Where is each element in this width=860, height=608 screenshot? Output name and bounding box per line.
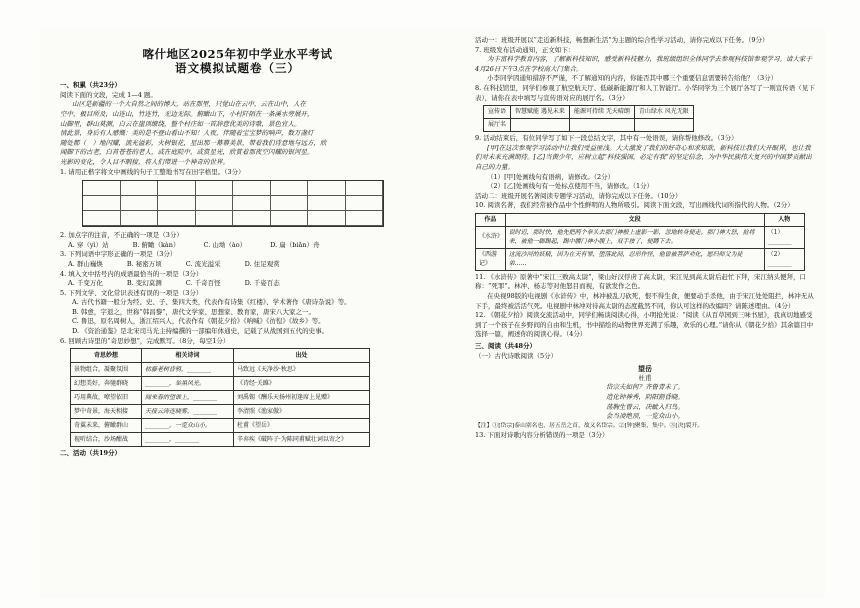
section-heading: 一、积累（共23分） [60, 81, 122, 90]
question-8: 8. 在科技馆里，同学们参观了航空航天厅、低碳新能源厅和人工智能厅。小华同学为三个展厅各写了一则宣传语（见下表），请你在表中填写与宣传语对应的展厅名。（3分） [475, 83, 815, 102]
question-1: 1. 请用正楷字将文中画线的句子工整地书写在田字格里。（3分） [60, 167, 245, 176]
option: D. 千姿百态 [244, 279, 280, 288]
question-10: 10. 阅读名著，我们经常被作品中个性鲜明的人物所吸引。阅读下面文段，写出画线代词所指代的人物。（2分） [475, 201, 794, 210]
question-11-task: 在央视98版的电视剧《水浒传》中，林冲被乱刀砍死，恨不得生食，便要动手杀他，由于宋江处处阻拦，林冲无从下手，最终被活活气死。电视剧中林冲对待高太尉的态度截然不同，你认可这样的改编吗？请陈述理由。（4分） [475, 292, 814, 310]
column-header: 出处 [233, 349, 369, 363]
answer-cell[interactable]: 枯藤老树昏鸦，________ [142, 363, 234, 377]
novel-table [475, 213, 805, 271]
table-cell: 刘禹锡《酬乐天扬州初逢席上见赠》 [233, 391, 369, 405]
table-cell: 这流沙河的妖精，因为在天有罪，堕落此间，忍形作怪，他曾被菩萨劝化，愿归师父为徒弟…… [505, 248, 764, 270]
summary-text: [甲]在这次参观学习活动中让我们受益匪浅。大大激发了我们的好奇心和求知欲，新科技让我们大开眼界，也让我们对未来充满期待。[乙]当黄少年，应树立起“科技强国，必定有我”的坚定信念，为中华民族伟大复兴的中国梦贡献出自己的力量。 [475, 143, 812, 171]
option: C. 鲁迅，原名周树人，浙江绍兴人，代表作有《朝花夕拾》《呐喊》《彷徨》《故乡》等。 [72, 317, 325, 326]
poem-line: 会当凌绝顶，一览众山小。 [606, 412, 684, 421]
options-row [60, 241, 415, 251]
table-cell: 展厅名 [484, 119, 511, 132]
question-2: 2. 加点字的注音，不正确的一项是（3分） [60, 231, 183, 240]
option: D. 住足观赏 [244, 259, 280, 268]
question-intro: 阅读下面的文段，完成 1—4 题。 [60, 90, 157, 99]
activity-intro: 活动二：班级开展名著阅读专题学习活动，请你完成以下任务。（10分） [475, 191, 682, 200]
question-7: 7. 班级发布活动通知，正文如下： [475, 45, 575, 54]
reading-passage [60, 100, 415, 167]
table-cell: 《西游记》 [476, 248, 506, 270]
answer-cell[interactable] [634, 119, 693, 132]
table-cell: 辛弃疾《破阵子·为陈同甫赋壮词以寄之》 [233, 433, 369, 447]
question-12: 12. 《朝花夕拾》阅读交流活动中，同学们畅谈阅读心得，小明抢先说：“阅读《从百草园到三味书屋》，我真切地感受到了一个孩子在乡野间的自由和生机，书中描绘的动物世界充满了乐趣，欢乐的心理。”请你从《朝花夕拾》其余篇目中选择一篇，阐述你的阅读心得。（4分） [475, 311, 814, 339]
table-row [71, 377, 370, 391]
table-cell: 能源可持续 无天晴朗 [569, 106, 634, 119]
exam-title: 喀什地区2025年初中学业水平考试 [142, 47, 333, 61]
question-11: 11. 《水浒传》原著中“宋江三败高太尉”，梁山好汉俘虏了高太尉，宋江见到高太尉后赶忙下拜，宋江纳头便拜，口称：“死罪”。林冲、杨志等对他怒目而视，有欲发作之色。 [475, 272, 807, 291]
writing-grid[interactable] [82, 180, 384, 227]
answer-cell[interactable]: ________，一览众山小。 [142, 419, 234, 433]
answer-cell[interactable]: ________，________ [142, 433, 234, 447]
question-7-task: 小李同学因通知措辞不严谨，不了解通知的内容，你能否其中哪三个重要信息需要转告给他？（3分） [487, 74, 778, 83]
table-cell: 李清照《渔家傲》 [233, 405, 369, 419]
column-header: 文段 [505, 213, 764, 226]
table-cell: 巧用典故，嘹望依旧 [71, 391, 142, 405]
poem [475, 364, 815, 422]
column-header: 人物 [764, 213, 804, 226]
table-cell: 《诗经·关雎》 [233, 377, 369, 391]
question-13: 13. 下面对诗歌内容分析错误的一项是（3分） [475, 431, 609, 440]
option: A. 穿（yì）站 [68, 240, 109, 249]
option: B. 变幻莫测 [126, 279, 162, 288]
passage-line: 情此景，身后有人感慨：美的是不登山看山不知！人夜，伴随着宝宝梦的响声，数万盏灯 [60, 129, 314, 138]
column-header: 奇思妙想 [71, 349, 142, 363]
slogan-table [483, 105, 694, 132]
table-cell: 杜甫《望岳》 [233, 419, 369, 433]
option: B. 俯瞰（kàn） [132, 240, 180, 249]
question-5: 5. 下列文学、文化常识表述有误的一项是（3分） [60, 288, 203, 297]
option: B. 韩愈，字退之，世称“韩昌黎”，唐代文学家、思想家、教育家，唐宋八大家之一。 [72, 307, 316, 316]
poem-line: 造化钟神秀，阴阳割昏晓。 [606, 393, 684, 401]
passage-line: 光影的变化，令人目不暇接，将人们带进一个神奇的世界。 [60, 157, 229, 166]
table-cell: 幻想美好，奔驰群晓 [71, 377, 142, 391]
passage-line: 随处都（ ）地闪耀，流光溢彩，火树银花，星出那一幕幕美景，带着我们诗意地与远方，欣 [60, 138, 327, 147]
option: D. 扁（biǎn）舟 [270, 240, 320, 249]
table-cell: 宣传语 [484, 106, 511, 119]
table-row [71, 433, 370, 447]
question-6: 6. 回顾古诗里的“奇思妙想”，完成默写。（8分，每空1分） [60, 336, 230, 345]
table-row [71, 405, 370, 419]
answer-cell[interactable]: ________，举黑风光。 [142, 377, 234, 391]
table-row [71, 391, 370, 405]
answer-cell[interactable] [569, 119, 634, 132]
option: A. 古代书籍一般分为经、史、子、集四大类，代表作有诗集《红楼》、学术著作《唐诗杂说》等。 [72, 298, 351, 307]
poem-line: 岱宗夫如何？齐鲁青未了。 [606, 383, 684, 392]
table-row [476, 226, 805, 248]
answer-cell[interactable]: （2）________ [764, 248, 804, 270]
poem-author: 杜甫 [638, 373, 652, 382]
option: A. 千变万化 [68, 279, 103, 288]
poetry-table [70, 348, 370, 447]
section-heading: 三、阅读（共48分） [475, 342, 537, 351]
poem-title: 望岳 [638, 364, 652, 374]
left-column [60, 28, 415, 459]
table-cell: 梦中奇景，海天相接 [71, 405, 142, 419]
question-4: 4. 填入文中括号内的成语最恰当的一项是（3分） [60, 269, 203, 278]
poem-note: 【注】①[岱宗]泰山别名也，居五岳之首，故又名岱宗。②[钟]聚集，集中。③[决]裂开。 [475, 422, 704, 429]
question-9-1: （1）[甲]处画线句有语病，请修改。（2分） [487, 172, 615, 181]
right-column [475, 28, 815, 441]
table-cell: 奇翼未来，俯瞰群山 [71, 419, 142, 433]
question-9-2: （2）[乙]处画线句有一处标点使用不当，请修改。（1分） [487, 182, 654, 191]
option: D. 《资治通鉴》是北宋司马光主持编撰的一部编年体通史，记载了从战国到五代的史事。 [72, 327, 329, 336]
option: C. 千奇百怪 [185, 279, 221, 288]
activity-intro: 活动一：班级开展以“走近新科技，畅想新生活”为主题的综合性学习活动，请你完成以下任务。（9分） [475, 36, 769, 44]
options-row [60, 279, 415, 289]
table-row [71, 419, 370, 433]
table-cell: 马致远《天净沙·秋思》 [233, 363, 369, 377]
column-header: 相关诗词 [142, 349, 234, 363]
question-3: 3. 下列词语中字形正确的一项是（3分） [60, 250, 177, 259]
table-cell: 青山绿水 风光无限 [634, 106, 693, 119]
option: B. 秘密万顷 [126, 259, 162, 268]
table-cell: 景物组合，凝聚氛围 [71, 363, 142, 377]
table-cell: 《水浒》 [476, 226, 506, 248]
passage-line: 山区是新疆的一个大自然之间的博大，站在那里，只觉山在云中，云在山中，人在 [72, 100, 306, 109]
passage-line: 闻脚下的古老，白首苍苍的老人，或在庭院中，或赏星光，欣赏着那夜空闪耀的银河星。 [60, 148, 314, 157]
question-9: 9. 活动结束后，有位同学写了如下一段总结文字，其中有一处语误，请你帮他修改。（3分） [475, 134, 738, 143]
table-cell: 视听结合，沙场酣战 [71, 433, 142, 447]
table-row [476, 248, 805, 270]
answer-cell[interactable] [511, 119, 570, 132]
table-row [71, 363, 370, 377]
poem-line: 荡胸生曾云，决眦入归鸟。 [606, 402, 684, 411]
option: A. 群山巍焕 [68, 259, 103, 268]
notice-text: 为丰富科学教育内容，了解新科技知识，感受新科技魅力，我班级组织全体同学去参观科技馆参观学习。请大家于4月26日下午3点在学校南大门集合。 [475, 55, 812, 73]
exam-subtitle: 语文模拟试题卷（三） [175, 60, 300, 75]
passage-line: 空中，极目所及，山连山，竹连竹，无边无际。俯瞰山下，小村阡陌在一条溪水旁展开， [60, 109, 314, 118]
table-row [484, 119, 694, 132]
table-cell: 智慧赋能 遇见未来 [511, 106, 570, 119]
passage-line: 山脚里，群山莫测，白云在崖顶缭绕，整个村庄如一首辞意优美的诗歌，景色宜人。 [60, 119, 301, 128]
table-row [484, 106, 694, 119]
table-header-row [71, 349, 370, 363]
exam-sheet [40, 28, 825, 598]
answer-cell[interactable]: （1）________ [764, 226, 804, 248]
answer-cell[interactable]: 闻来春的望谁上，________ [142, 391, 234, 405]
section-heading: 二、活动（共19分） [60, 449, 122, 458]
table-cell: 说时迟，那时快，他先把两个拳头去那门神般上虚影一影，忽地转身便走。那门神大怒，抢将来，被他一脚踢起，踢中腰门神小腹上，双手按了，便蹲下去。 [505, 226, 764, 248]
column-header: 作品 [476, 213, 506, 226]
subsection-heading: （一）古代诗歌阅读（5分） [475, 351, 558, 360]
answer-cell[interactable]: 天接云涛连晓雾，________ [142, 405, 234, 419]
option: C. 山坳（ào） [203, 240, 247, 249]
options-row [60, 260, 415, 270]
option: C. 流光溢采 [185, 259, 221, 268]
table-header-row [476, 213, 805, 226]
